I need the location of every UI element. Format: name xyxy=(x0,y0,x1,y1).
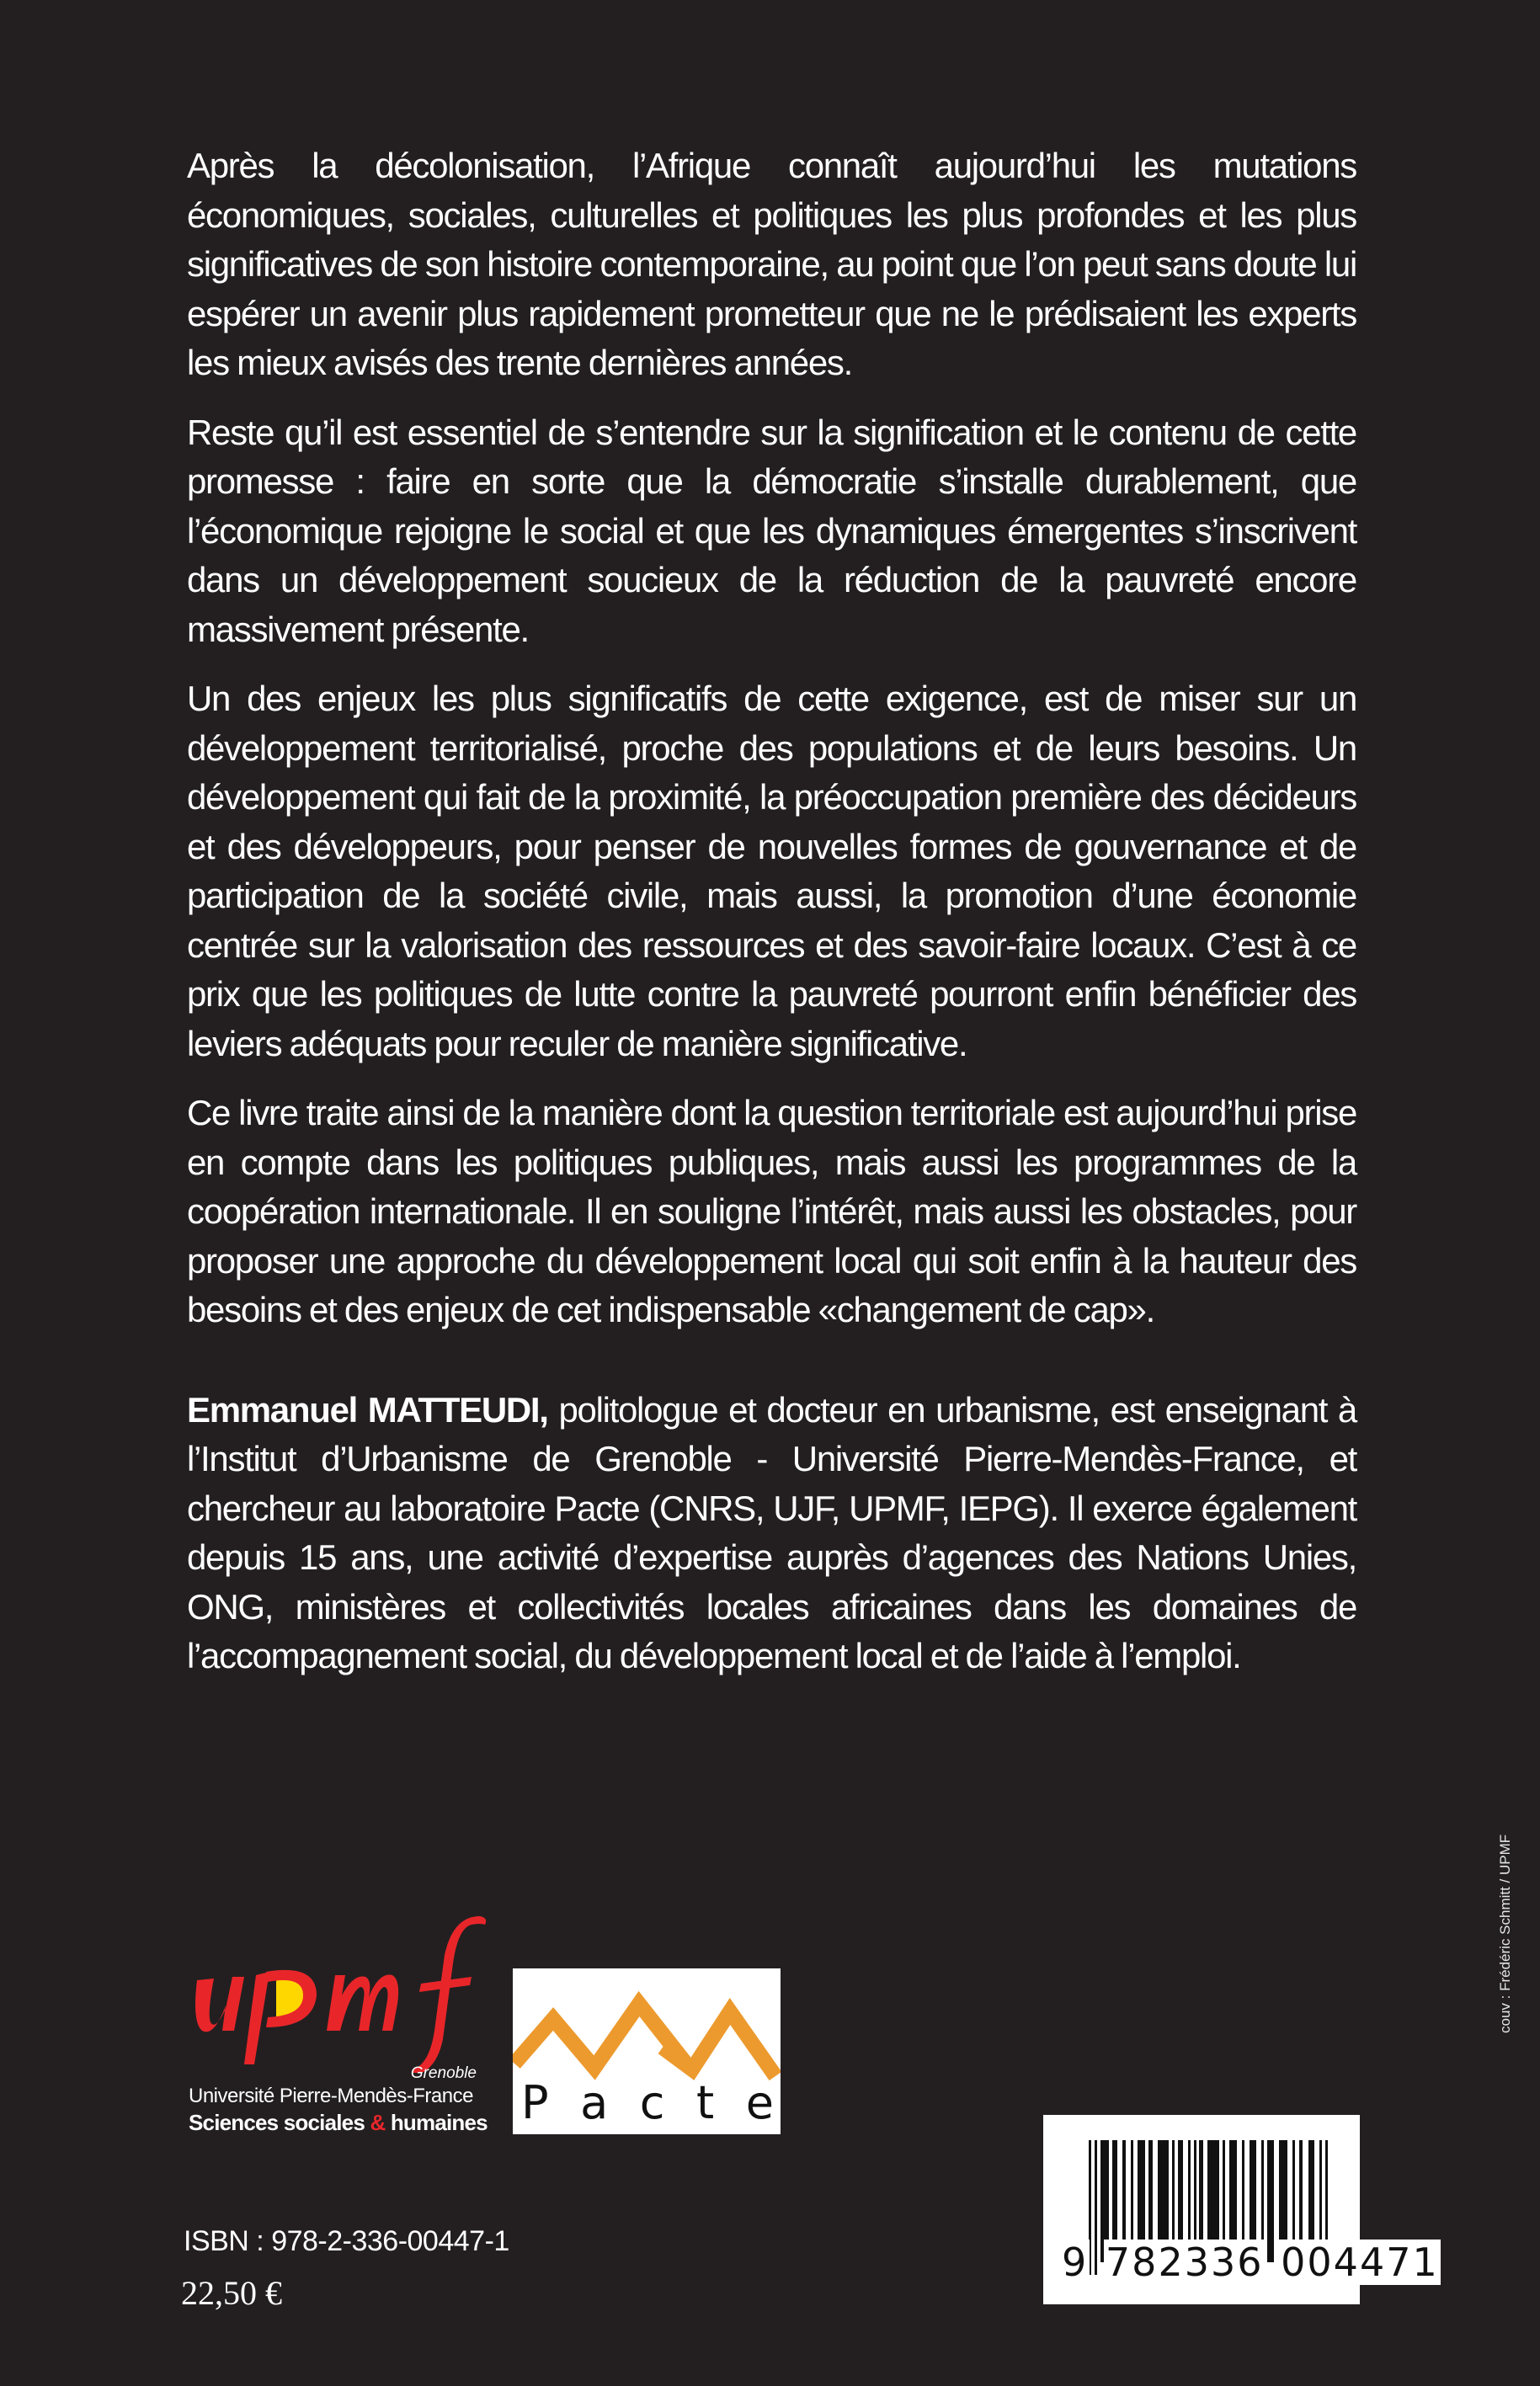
barcode-right-group: 004471 xyxy=(1281,2240,1439,2285)
pacte-wordmark xyxy=(521,2076,774,2129)
barcode-first-digit: 9 xyxy=(1062,2240,1089,2285)
pacte-letter: P xyxy=(521,2076,549,2129)
pacte-letter: e xyxy=(745,2076,774,2129)
pacte-letter: a xyxy=(580,2076,609,2129)
paragraph-4: Ce livre traite ainsi de la manière dont la question territoriale est aujourd’hui prise en compte dans les politiques publiques, mais aussi les programmes de la coopération internationale. Il en souligne l’intérêt, mais aussi les obstacles, pour proposer une approche du développement local qui soit enfin à la hauteur des besoins et des enjeux de cet indispensable «changement de cap». xyxy=(187,1093,1356,1329)
isbn-label: ISBN : 978-2-336-00447-1 xyxy=(184,2225,509,2257)
upmf-wordmark-icon xyxy=(185,1904,488,2073)
pacte-logo xyxy=(513,1968,781,2134)
upmf-logo xyxy=(185,1904,488,2140)
barcode-number xyxy=(1060,2240,1441,2285)
author-bio xyxy=(187,1386,1356,1681)
upmf-faculty-part1: Sciences sociales xyxy=(189,2110,370,2135)
author-name: Emmanuel MATTEUDI, xyxy=(187,1389,548,1430)
paragraph-2: Reste qu’il est essentiel de s’entendre sur la signification et le contenu de cette promesse : faire en sorte que la démocratie s’installe durablement, que l’économique rejoigne le social et que les dynamiques émergentes s’inscrivent dans un développement soucieux de la réduction de la pauvreté encore massivement présente. xyxy=(187,412,1356,649)
pacte-letter: t xyxy=(696,2076,715,2129)
upmf-ampersand: & xyxy=(370,2110,386,2135)
pacte-letter: c xyxy=(639,2076,665,2129)
cover-credit: couv : Frédéric Schmitt / UPMF xyxy=(1497,1834,1513,2033)
author-bio-text: politologue et docteur en urbanisme, est enseignant à l’Institut d’Urbanisme de Grenoble - Université Pierre-Mendès-France, et chercheur au laboratoire Pacte (CNRS, UJF, UPMF, IEPG). Il exerce également depuis 15 ans, une activité d’expertise auprès d’agences des Nations Unies, ONG, ministères et collectivités locales africaines dans les domaines de l’accompagnement social, du développement local et de l’aide à l’emploi. xyxy=(187,1389,1356,1675)
upmf-city: Grenoble xyxy=(410,2064,477,2082)
price-label: 22,50 € xyxy=(181,2274,282,2312)
upmf-university-name: Université Pierre-Mendès-France xyxy=(189,2085,473,2107)
barcode-left-group: 782336 xyxy=(1105,2240,1264,2285)
barcode xyxy=(1043,2115,1439,2304)
paragraph-1: Après la décolonisation, l’Afrique connaît aujourd’hui les mutations économiques, sociales, culturelles et politiques les plus profondes et les plus significatives de son histoire contemporaine, au point que l’on peut sans doute lui espérer un avenir plus rapidement prometteur que ne le prédisaient les experts les mieux avisés des trente dernières années. xyxy=(187,146,1356,382)
upmf-faculty-part2: humaines xyxy=(385,2110,488,2135)
upmf-faculty xyxy=(189,2110,488,2136)
paragraph-3: Un des enjeux les plus significatifs de cette exigence, est de miser sur un développement territorialisé, proche des populations et de leurs besoins. Un développement qui fait de la proximité, la préoccupation première des décideurs et des développeurs, pour penser de nouvelles formes de gouvernance et de participation de la société civile, mais aussi, la promotion d’une économie centrée sur la valorisation des ressources et des savoir-faire locaux. C’est à ce prix que les politiques de lutte contre la pauvreté pourront enfin bénéficier des leviers adéquats pour reculer de manière significative. xyxy=(187,679,1356,1063)
back-cover-text xyxy=(187,141,1356,1702)
